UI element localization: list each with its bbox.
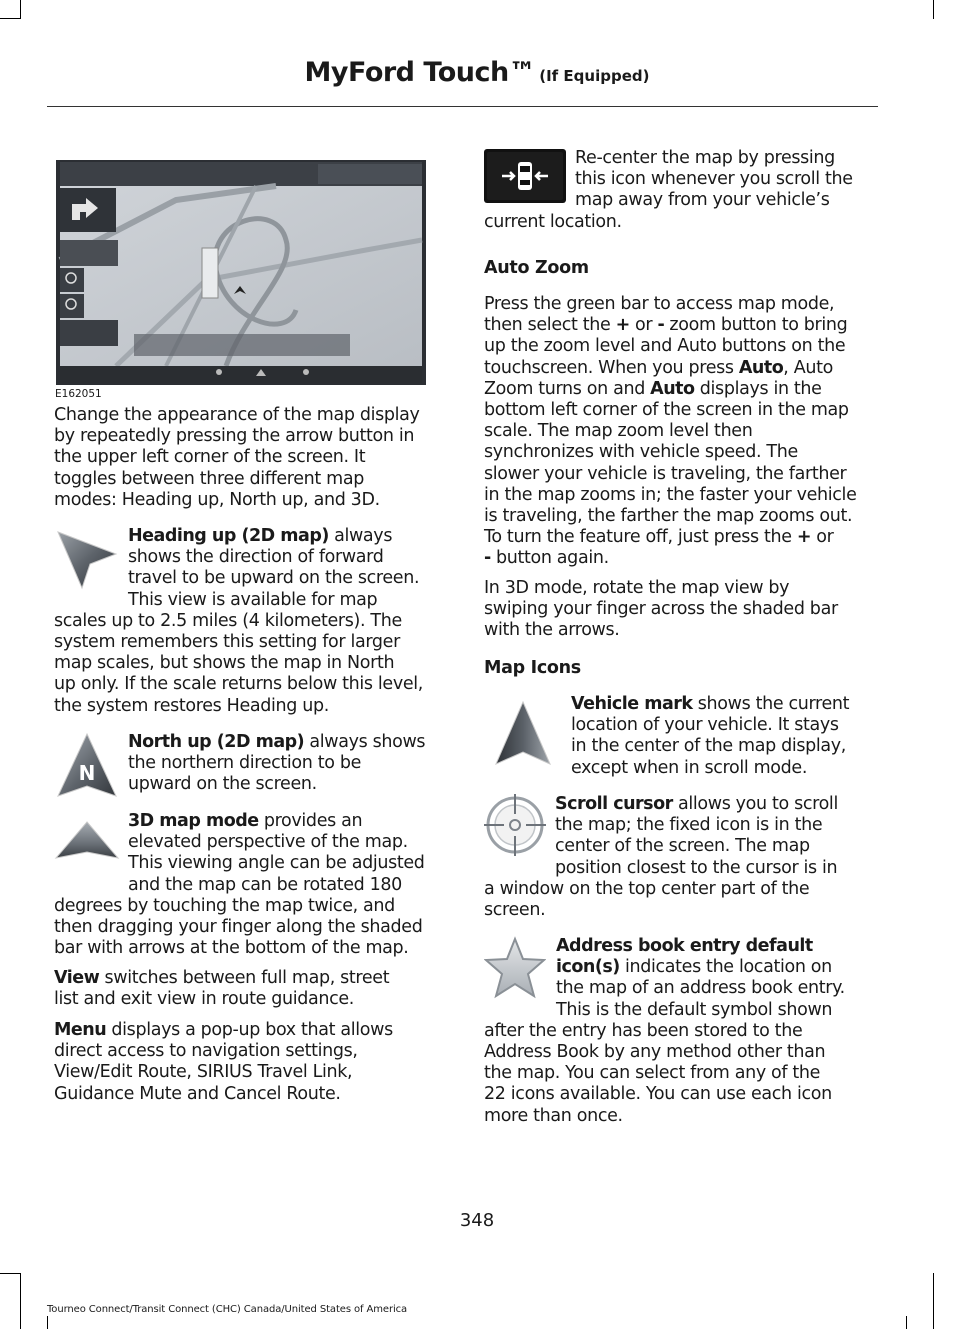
menu-paragraph: Menu displays a pop-up box that allows direct access to navigation settings, View/Edit Route, SIRIUS Travel Link, Guidance Mute and Cancel Route. — [54, 1020, 393, 1104]
page-number: 348 — [459, 1210, 495, 1231]
page-subtitle: (If Equipped) — [539, 67, 650, 85]
figure-code-label: E162051 — [55, 388, 102, 400]
crop-mark-top-left-h — [0, 18, 20, 19]
north-up-term: North up (2D map) — [128, 732, 305, 752]
address-book-term: Address book entry default — [556, 936, 813, 956]
menu-term: Menu — [54, 1020, 107, 1040]
map-icons-heading: Map Icons — [484, 658, 581, 678]
map-3d-paragraph: 3D map mode provides an elevated perspective of the map. This viewing angle can be adjusted and the map can be rotated 180 degrees by touching the map twice, and then dragging your finger along the shaded bar with arrows at the bottom of the map. — [54, 811, 425, 959]
footer-text: Tourneo Connect/Transit Connect (CHC) Canada/United States of America — [47, 1304, 408, 1315]
scroll-cursor-paragraph: Scroll cursor allows you to scroll the map; the fixed icon is in the center of the screen. The map position closest to the cursor is in a window on the top center part of the screen. — [484, 794, 838, 921]
view-paragraph: View switches between full map, street list and exit view in route guidance. — [54, 968, 390, 1010]
map-screenshot-image — [56, 160, 426, 385]
crop-mark-bottom-left-v — [20, 1273, 21, 1329]
crop-mark-bottom-right-1 — [906, 1316, 907, 1329]
scroll-cursor-term: Scroll cursor — [555, 794, 673, 814]
intro-paragraph: Change the appearance of the map display by repeatedly pressing the arrow button in the upper left corner of the screen. It toggles between three different map modes: Heading up, North up, and 3D. — [54, 405, 420, 510]
crop-mark-bottom-right-2 — [933, 1273, 934, 1329]
view-term: View — [54, 968, 100, 988]
auto-zoom-heading: Auto Zoom — [484, 258, 589, 278]
auto-zoom-paragraph: Press the green bar to access map mode, then select the + or - zoom button to bring up the zoom level and Auto buttons on the touchscreen. When you press Auto, Auto Zoom turns on and Auto displays in the bottom left corner of the screen in the map scale. The map zoom level then synchronizes with vehicle speed. The slower your vehicle is traveling, the farther in the map zooms in; the faster your vehicle is traveling, the farther the map zooms out. To turn the feature off, just press the + or - button again. — [484, 294, 857, 569]
crop-mark-bottom-left-h — [0, 1273, 20, 1274]
address-book-paragraph: Address book entry default icon(s) indicates the location on the map of an address book entry. This is the default symbol shown after the entry has been stored to the Address Book by any method other than the map. You can select from any of the 22 icons available. You can use each icon more than once. — [484, 936, 845, 1126]
header-rule — [47, 106, 878, 107]
heading-up-paragraph: Heading up (2D map) always shows the direction of forward travel to be upward on the screen. This view is available for map scales up to 2.5 miles (4 kilometers). The system remembers this setting for larger map scales, but shows the map in North up only. If the scale returns below this level, the system restores Heading up. — [54, 526, 423, 716]
north-letter: N — [78, 761, 96, 785]
vehicle-mark-term: Vehicle mark — [571, 694, 693, 714]
heading-up-term: Heading up (2D map) — [128, 526, 329, 546]
crop-mark-top-right — [933, 0, 934, 19]
map-display-figure — [56, 160, 426, 385]
page-header — [0, 57, 954, 88]
recenter-paragraph: Re-center the map by pressing this icon whenever you scroll the map away from your vehicle’s current location. — [484, 148, 853, 232]
map-3d-term: 3D map mode — [128, 811, 259, 831]
north-up-paragraph: North up (2D map) always shows the northern direction to be upward on the screen. — [128, 732, 426, 795]
crop-mark-top-left-v — [20, 0, 21, 19]
vehicle-mark-paragraph: Vehicle mark shows the current location of your vehicle. It stays in the center of the map display, except when in scroll mode. — [571, 694, 850, 778]
auto-zoom-3d-paragraph: In 3D mode, rotate the map view by swiping your finger across the shaded bar with the arrows. — [484, 578, 838, 641]
crop-mark-bottom-mid — [47, 1316, 48, 1329]
page-title: MyFord Touch™ — [304, 57, 536, 88]
